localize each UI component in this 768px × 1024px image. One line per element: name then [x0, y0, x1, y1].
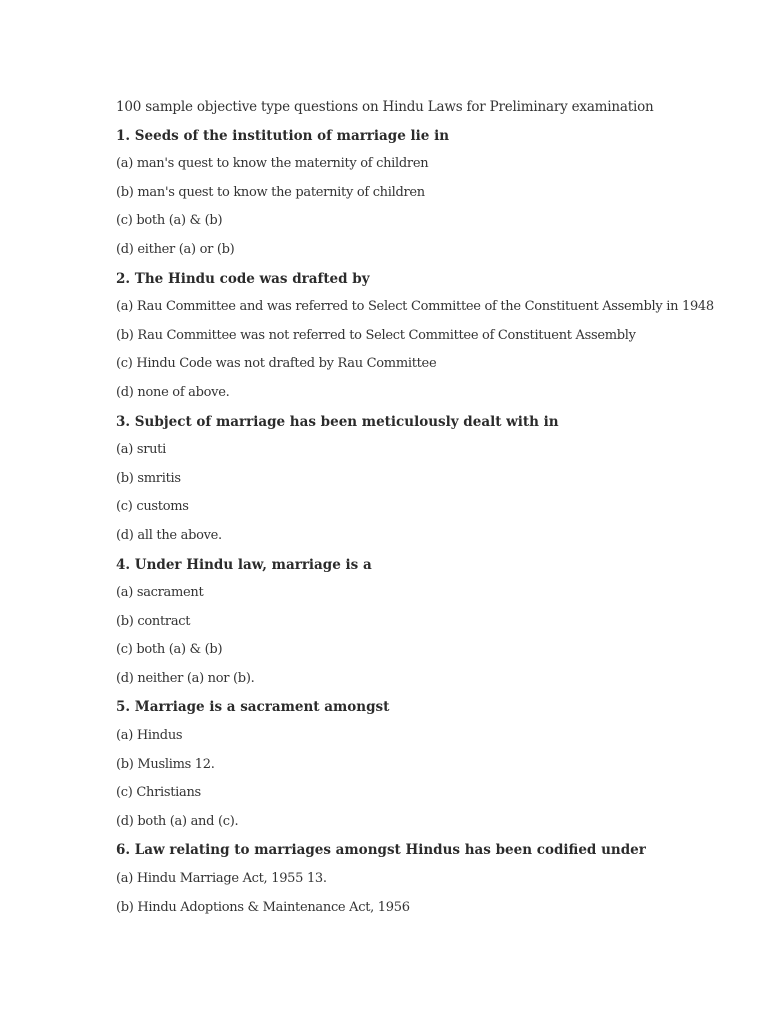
- question-6: [116, 839, 756, 925]
- question-2: [116, 268, 756, 411]
- question-title: 3. Subject of marriage has been meticulously dealt with in: [116, 413, 559, 430]
- question-option: (c) both (a) & (b): [116, 213, 223, 229]
- question-option: (a) sacrament: [116, 585, 204, 601]
- question-option: (d) none of above.: [116, 384, 230, 400]
- question-title: 2. The Hindu code was drafted by: [116, 270, 370, 287]
- question-option: (c) Christians: [116, 785, 201, 801]
- question-option: (d) all the above.: [116, 527, 222, 543]
- question-option: (a) Rau Committee and was referred to Select Committee of the Constituent Assembly in 1948: [116, 299, 714, 315]
- question-5: [116, 696, 756, 839]
- question-option: (a) sruti: [116, 442, 166, 458]
- question-option: (a) Hindu Marriage Act, 1955 13.: [116, 871, 327, 887]
- question-3: [116, 411, 756, 554]
- question-option: (b) smritis: [116, 470, 181, 486]
- question-1: [116, 125, 756, 268]
- question-option: (a) man's quest to know the maternity of children: [116, 156, 429, 172]
- question-title: 6. Law relating to marriages amongst Hindus has been codified under: [116, 842, 646, 859]
- question-option: (c) customs: [116, 499, 189, 515]
- question-option: (d) neither (a) nor (b).: [116, 670, 255, 686]
- question-option: (c) both (a) & (b): [116, 642, 223, 658]
- question-title: 5. Marriage is a sacrament amongst: [116, 699, 390, 716]
- question-title: 1. Seeds of the institution of marriage lie in: [116, 127, 450, 144]
- question-option: (b) Muslims 12.: [116, 756, 215, 772]
- question-option: (d) both (a) and (c).: [116, 813, 239, 829]
- question-4: [116, 554, 756, 697]
- document-body: [116, 96, 756, 925]
- question-title: 4. Under Hindu law, marriage is a: [116, 556, 372, 573]
- question-option: (c) Hindu Code was not drafted by Rau Committee: [116, 356, 437, 372]
- question-option: (a) Hindus: [116, 728, 183, 744]
- question-option: (b) man's quest to know the paternity of children: [116, 184, 425, 200]
- question-option: (b) Rau Committee was not referred to Select Committee of Constituent Assembly: [116, 327, 636, 343]
- question-option: (b) Hindu Adoptions & Maintenance Act, 1956: [116, 899, 410, 915]
- question-option: (b) contract: [116, 613, 191, 629]
- document-intro: 100 sample objective type questions on Hindu Laws for Preliminary examination: [116, 99, 654, 115]
- question-option: (d) either (a) or (b): [116, 241, 235, 257]
